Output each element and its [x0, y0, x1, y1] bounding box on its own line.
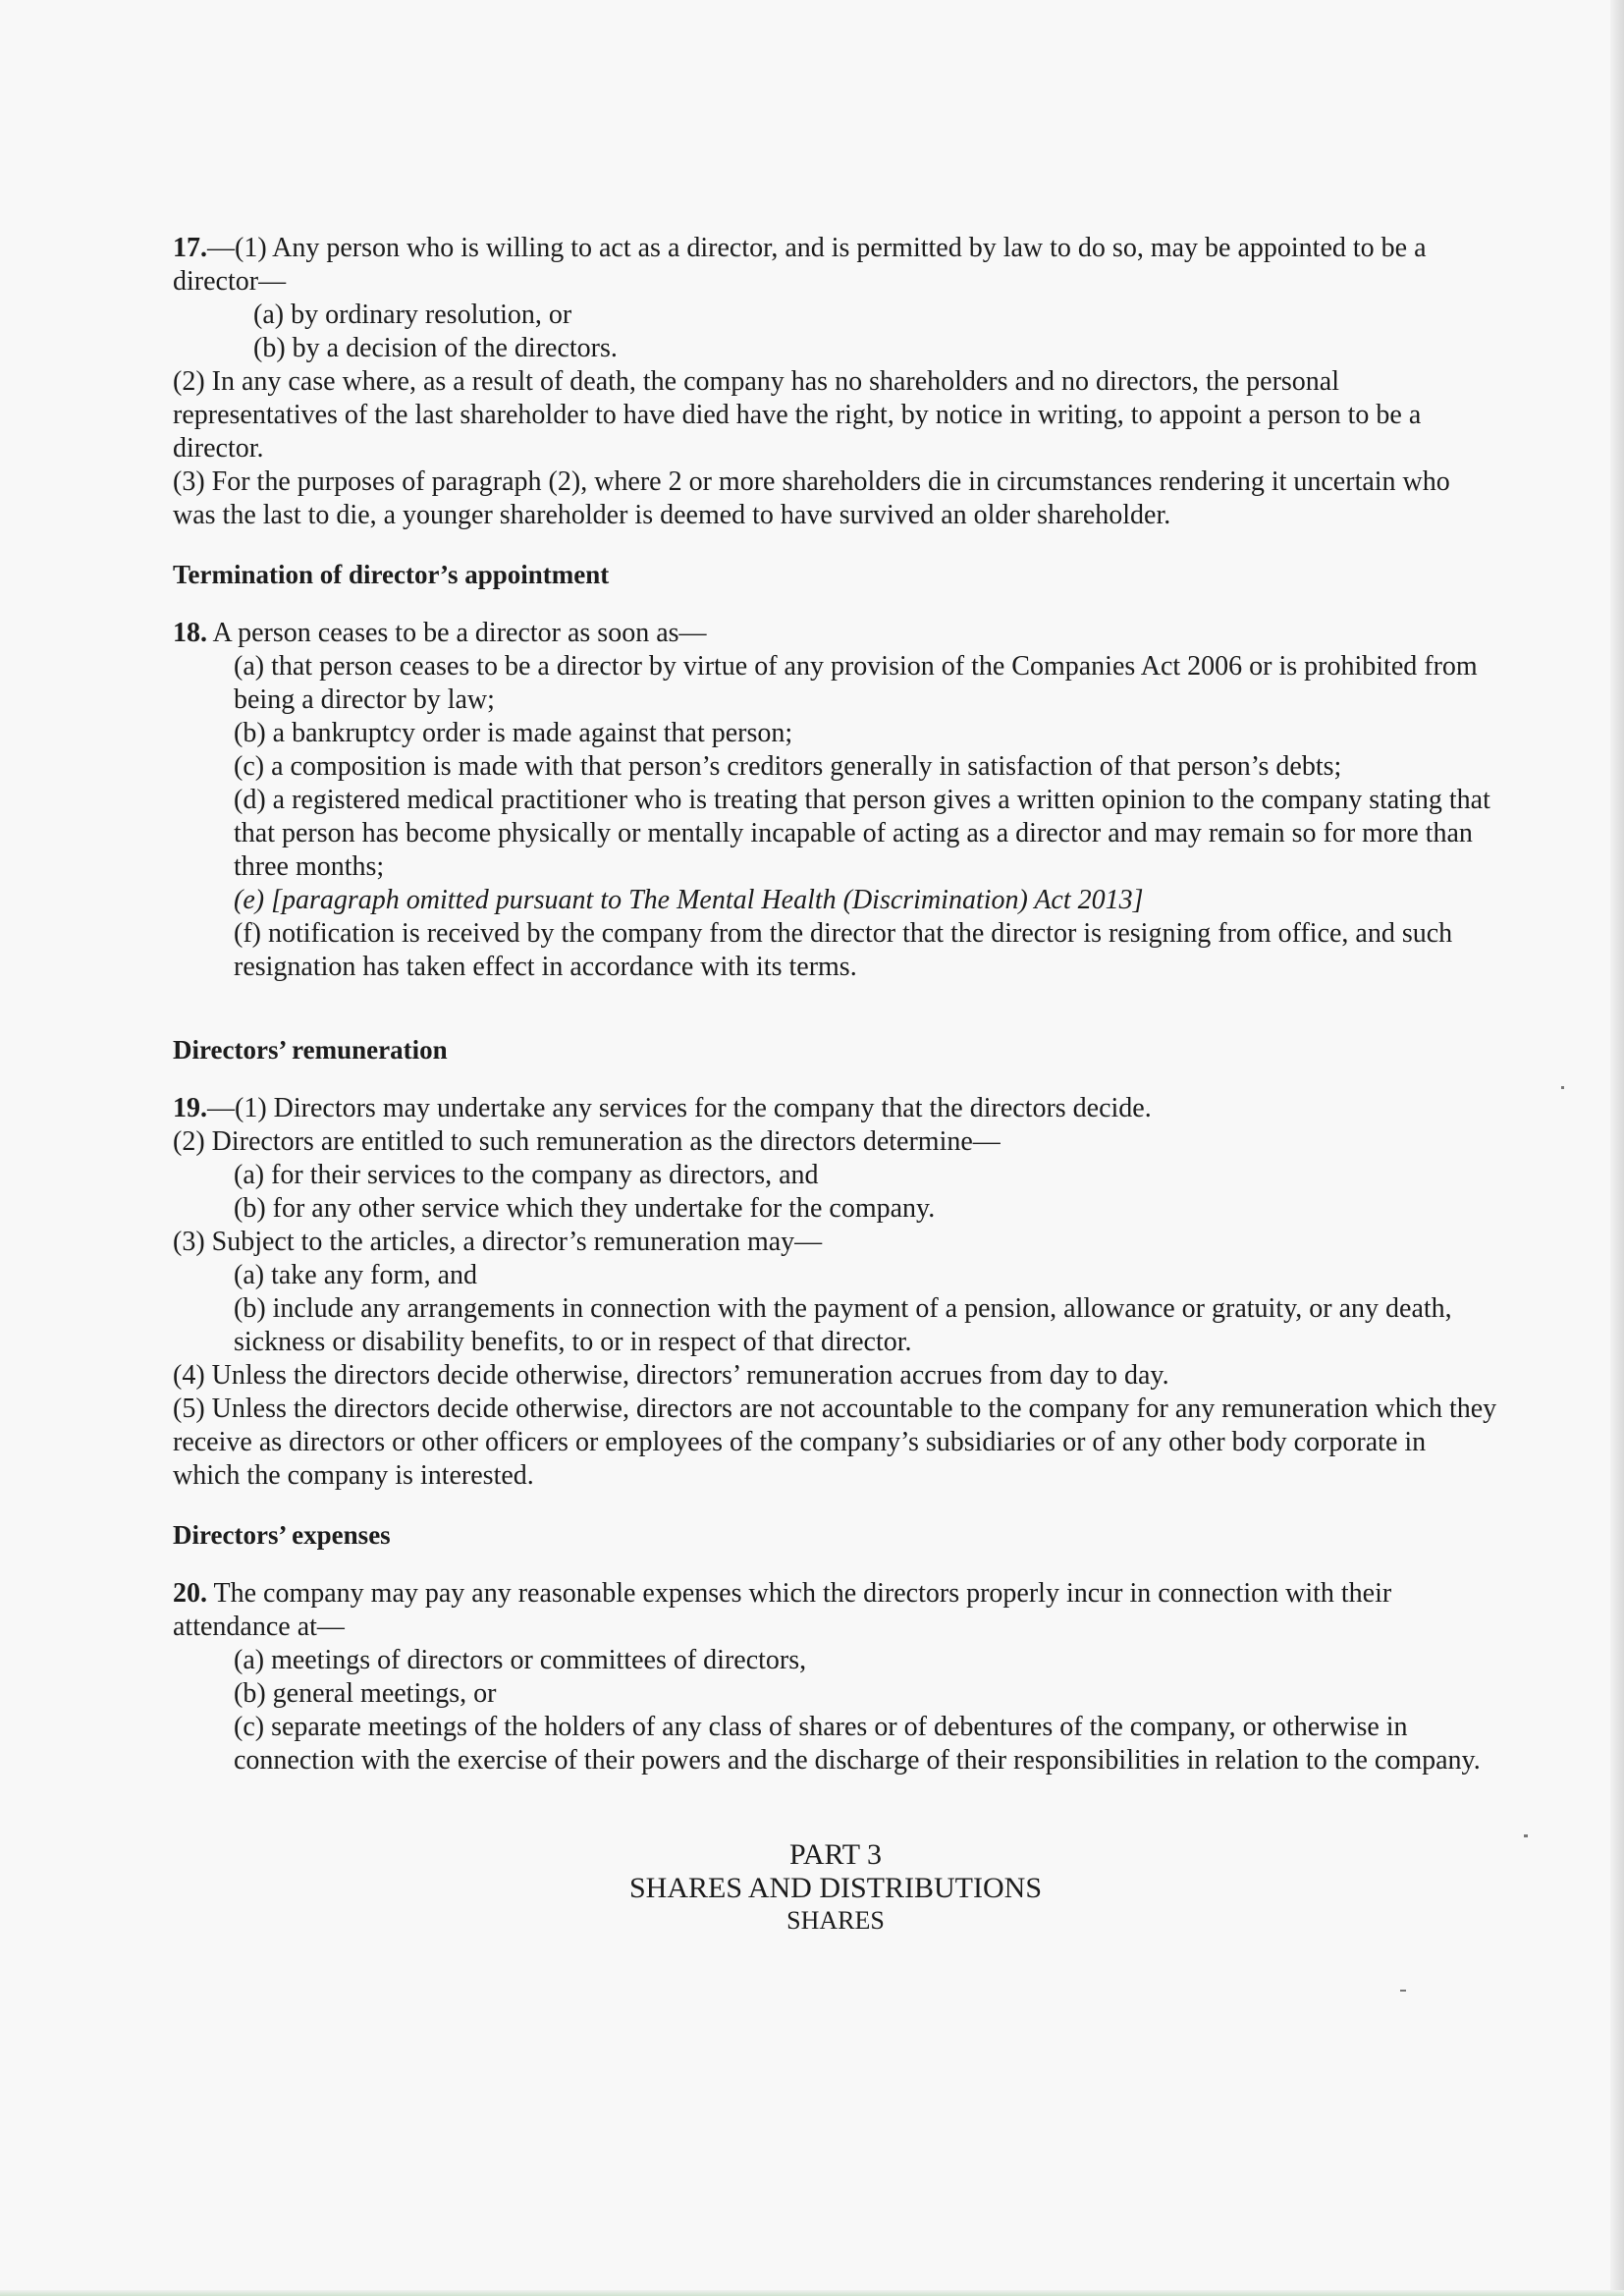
article-18-item-b: (b) a bankruptcy order is made against that person;	[234, 718, 793, 748]
article-19-para-4: (4) Unless the directors decide otherwise, directors’ remuneration accrues from day to day.	[173, 1360, 1169, 1391]
scan-speck	[1524, 1834, 1528, 1837]
article-18-item-c: (c) a composition is made with that person’s creditors generally in satisfaction of that person’s debts;	[234, 751, 1342, 782]
article-20-number: 20.	[173, 1578, 207, 1609]
article-17-para-3: (3) For the purposes of paragraph (2), where 2 or more shareholders die in circumstances rendering it uncertain who was the last to die, a younger shareholder is deemed to have survived an older shareholder.	[173, 466, 1450, 530]
article-18-number: 18.	[173, 618, 207, 648]
article-20-item-c: (c) separate meetings of the holders of any class of shares or of debentures of the company, or otherwise in connection with the exercise of their powers and the discharge of their responsibilities in relation to the company.	[234, 1712, 1481, 1776]
article-19-para-3-item-b: (b) include any arrangements in connection with the payment of a pension, allowance or gratuity, or any death, sickness or disability benefits, to or in respect of that director.	[234, 1293, 1452, 1357]
termination-heading: Termination of director’s appointment	[173, 560, 610, 589]
article-17-number: 17.	[173, 233, 207, 263]
article-20-intro-text: The company may pay any reasonable expenses which the directors properly incur in connection with their attendance at—	[173, 1578, 1392, 1642]
article-19-text-1: —(1) Directors may undertake any services for the company that the directors decide.	[207, 1093, 1152, 1123]
article-20-item-a: (a) meetings of directors or committees of directors,	[234, 1645, 807, 1675]
scan-page-edge	[1610, 0, 1624, 2296]
remuneration-heading: Directors’ remuneration	[173, 1035, 448, 1065]
scan-speck	[1561, 1086, 1564, 1089]
part-number: PART 3	[788, 1838, 883, 1871]
article-19-para-3-item-a: (a) take any form, and	[234, 1260, 477, 1290]
article-19-para-2: (2) Directors are entitled to such remuneration as the directors determine—	[173, 1126, 1001, 1157]
article-18-item-a: (a) that person ceases to be a director by virtue of any provision of the Companies Act 2006 or is prohibited from being a director by law;	[234, 651, 1478, 715]
article-19-para-2-item-b: (b) for any other service which they undertake for the company.	[234, 1193, 936, 1224]
article-17-para-2: (2) In any case where, as a result of death, the company has no shareholders and no directors, the personal representatives of the last shareholder to have died have the right, by notice in writing, to appoint a person to be a director.	[173, 366, 1422, 464]
article-17-text-1: —(1) Any person who is willing to act as a director, and is permitted by law to do so, may be appointed to be a director—	[173, 233, 1427, 297]
part-heading	[173, 1838, 1498, 1905]
article-19-para-1	[173, 1092, 1498, 1125]
article-20-item-b: (b) general meetings, or	[234, 1678, 497, 1709]
article-19-para-5: (5) Unless the directors decide otherwise, directors are not accountable to the company for any remuneration which they receive as directors or other officers or employees of the company’s subsidiaries or of any other body corporate in which the company is interested.	[173, 1394, 1497, 1491]
article-19-para-3: (3) Subject to the articles, a director’s remuneration may—	[173, 1227, 823, 1257]
article-20-intro	[173, 1577, 1498, 1644]
article-18-intro-text: A person ceases to be a director as soon as—	[207, 618, 707, 648]
part-title: SHARES AND DISTRIBUTIONS	[628, 1872, 1043, 1904]
article-17-item-b: (b) by a decision of the directors.	[253, 333, 618, 363]
part-subtitle: SHARES	[786, 1906, 885, 1935]
article-18-item-d: (d) a registered medical practitioner who is treating that person gives a written opinion to the company stating that that person has become physically or mentally incapable of acting as a director and may remain so for more than three months;	[234, 785, 1490, 882]
article-19-para-2-item-a: (a) for their services to the company as directors, and	[234, 1160, 819, 1190]
article-17-para-1	[173, 232, 1498, 299]
article-18-intro	[173, 617, 1498, 650]
expenses-heading: Directors’ expenses	[173, 1520, 391, 1550]
scan-speck	[1400, 1990, 1406, 1992]
article-18-item-e: (e) [paragraph omitted pursuant to The Mental Health (Discrimination) Act 2013]	[234, 885, 1144, 915]
document-page	[173, 232, 1498, 1937]
article-19-number: 19.	[173, 1093, 207, 1123]
article-17-item-a: (a) by ordinary resolution, or	[253, 300, 572, 330]
article-18-item-f: (f) notification is received by the company from the director that the director is resigning from office, and such resignation has taken effect in accordance with its terms.	[234, 918, 1453, 982]
scan-bottom-edge	[0, 2290, 1624, 2296]
